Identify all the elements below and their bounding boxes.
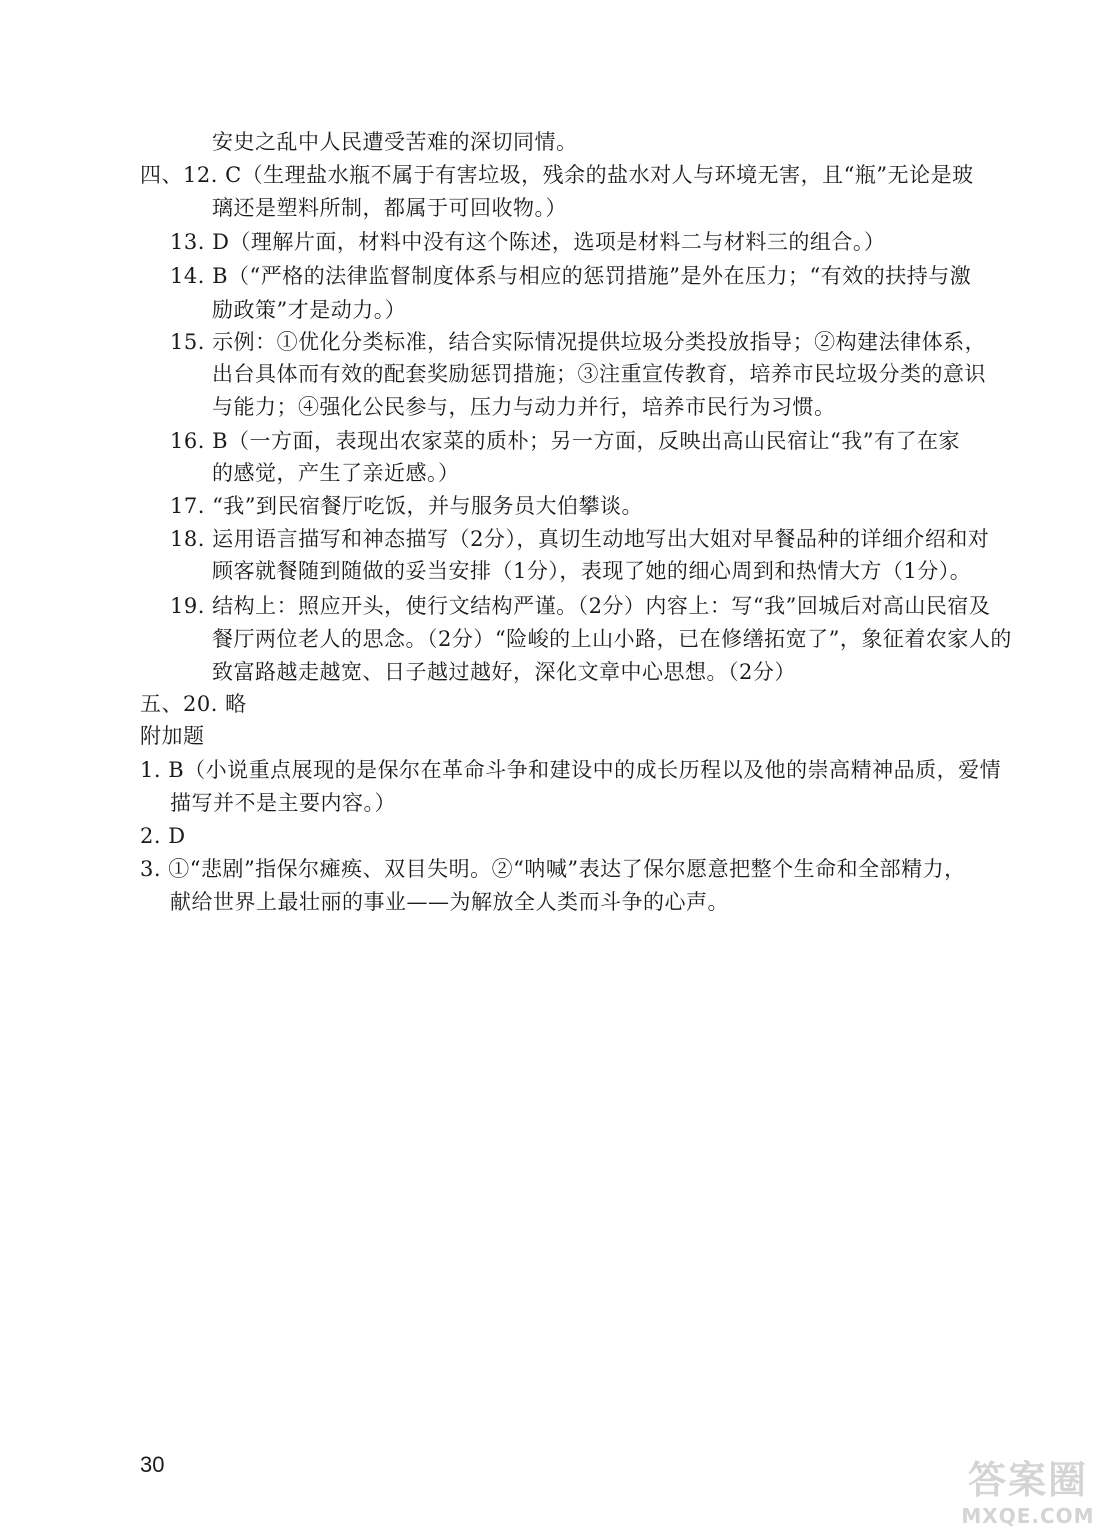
watermark-logo	[948, 1458, 1108, 1530]
answer-q17: 17. “我”到民宿餐厅吃饭，并与服务员大伯攀谈。	[170, 494, 644, 518]
text-line: 致富路越走越宽、日子越过越好，深化文章中心思想。（2分）	[212, 660, 796, 684]
text-line: 安史之乱中人民遭受苦难的深切同情。	[212, 130, 578, 154]
bonus-q1: 1. B（小说重点展现的是保尔在革命斗争和建设中的成长历程以及他的崇高精神品质，爱情	[140, 758, 1002, 782]
answer-q19: 19. 结构上：照应开头，使行文结构严谨。（2分）内容上：写“我”回城后对高山民宿及	[170, 594, 991, 618]
text-line: 献给世界上最壮丽的事业——为解放全人类而斗争的心声。	[170, 890, 729, 914]
text-line: 的感觉，产生了亲近感。）	[212, 461, 460, 485]
bonus-q3: 3. ①“悲剧”指保尔瘫痪、双目失明。②“呐喊”表达了保尔愿意把整个生命和全部精力，	[140, 857, 966, 881]
text-line: 励政策”才是动力。）	[212, 298, 407, 322]
watermark-title: 答案圈	[967, 1458, 1088, 1502]
answer-q14: 14. B（“严格的法律监督制度体系与相应的惩罚措施”是外在压力；“有效的扶持与激	[170, 264, 972, 288]
bonus-heading: 附加题	[140, 724, 205, 748]
page-number: 30	[140, 1452, 165, 1477]
answer-q16: 16. B（一方面，表现出农家菜的质朴；另一方面，反映出高山民宿让“我”有了在家	[170, 429, 960, 453]
text-line: 出台具体而有效的配套奖励惩罚措施；③注重宣传教育，培养市民垃圾分类的意识	[212, 362, 986, 386]
text-line: 与能力；④强化公民参与，压力与动力并行，培养市民行为习惯。	[212, 395, 836, 419]
answer-q18: 18. 运用语言描写和神态描写（2分），真切生动地写出大姐对早餐品种的详细介绍和对	[170, 527, 990, 551]
watermark-url: MXQE.COM	[961, 1504, 1095, 1528]
answer-q13: 13. D（理解片面，材料中没有这个陈述，选项是材料二与材料三的组合。）	[170, 230, 886, 254]
text-line: 描写并不是主要内容。）	[170, 791, 396, 815]
text-line: 璃还是塑料所制，都属于可回收物。）	[212, 196, 567, 220]
text-line: 餐厅两位老人的思念。（2分）“险峻的上山小路，已在修缮拓宽了”，象征着农家人的	[212, 627, 1012, 651]
section-five-q20: 五、20. 略	[140, 692, 247, 716]
section-four-q12: 四、12. C（生理盐水瓶不属于有害垃圾，残余的盐水对人与环境无害，且“瓶”无论是玻	[140, 163, 974, 187]
answer-q15: 15. 示例：①优化分类标准，结合实际情况提供垃圾分类投放指导；②构建法律体系，	[170, 330, 987, 354]
bonus-q2: 2. D	[140, 824, 186, 848]
text-line: 顾客就餐随到随做的妥当安排（1分），表现了她的细心周到和热情大方（1分）。	[212, 559, 972, 583]
